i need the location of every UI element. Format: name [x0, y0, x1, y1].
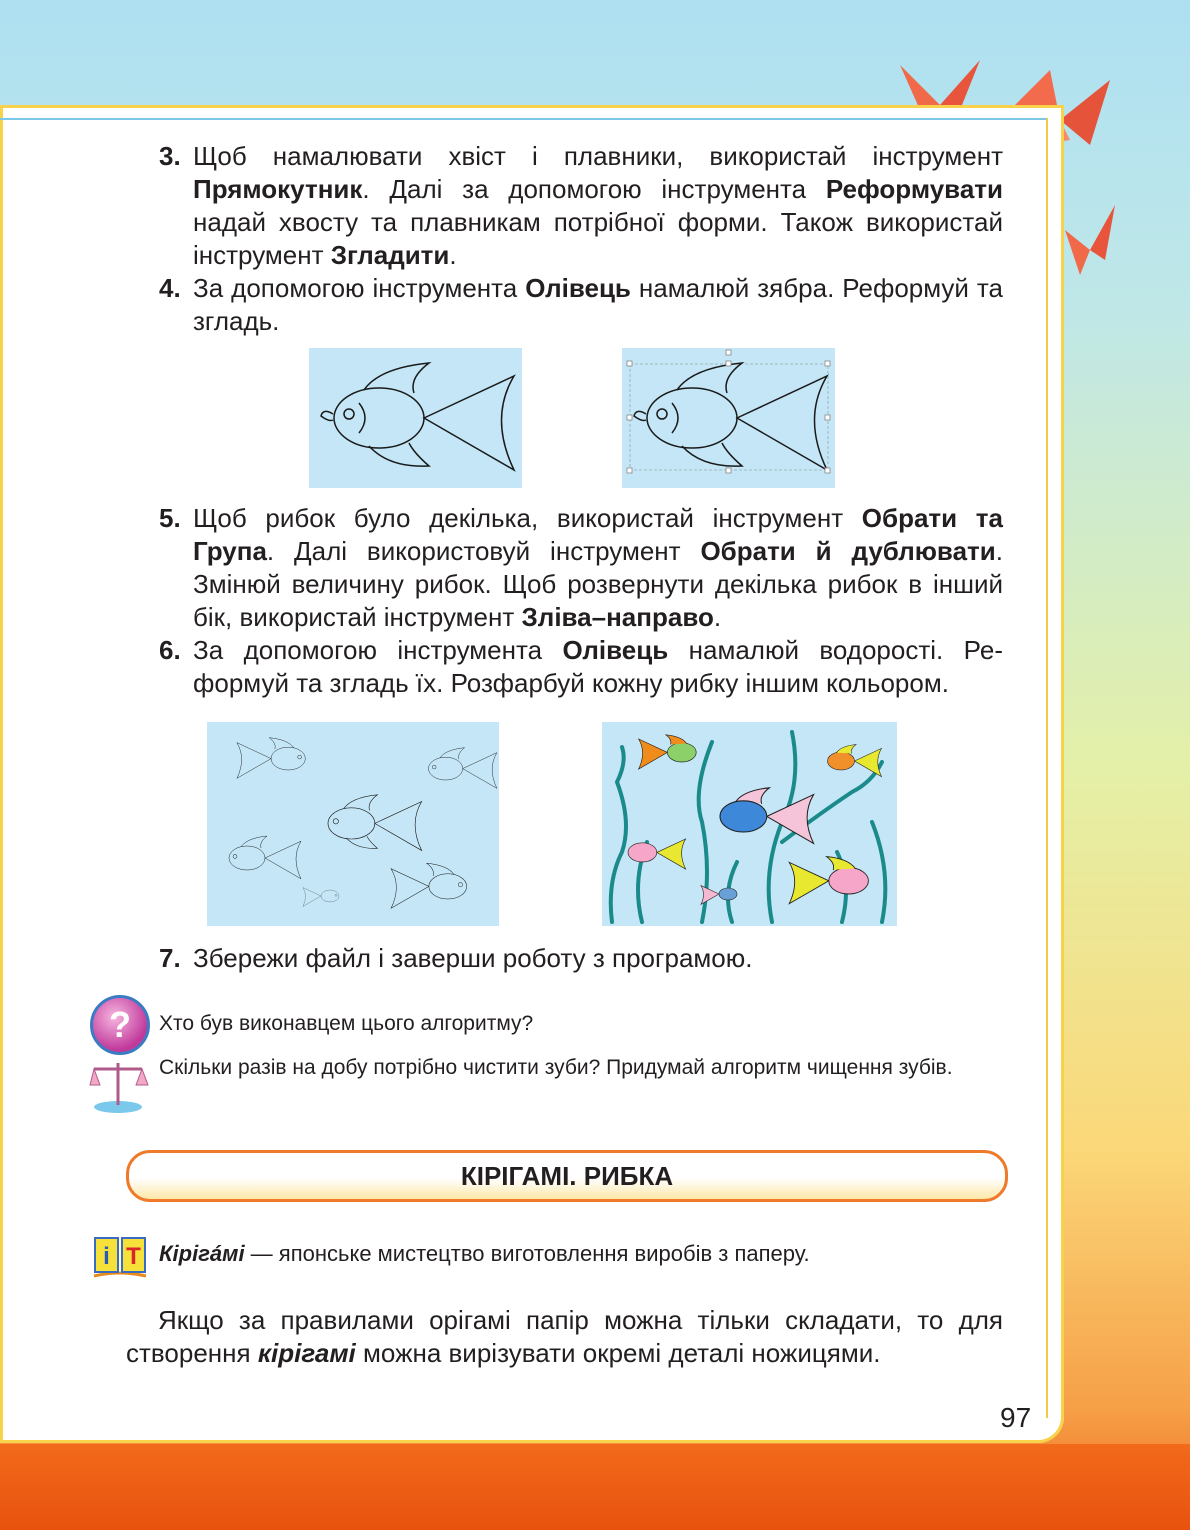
section-title: КІРІГАМІ. РИБКА	[126, 1150, 1008, 1202]
scales-icon	[86, 1055, 150, 1115]
step-7: 7. Збережи файл і заверши роботу з програмою.	[159, 943, 753, 973]
step-number: 7.	[159, 943, 181, 973]
svg-text:T: T	[126, 1243, 141, 1270]
step-number: 4.	[159, 273, 181, 303]
svg-text:i: i	[103, 1243, 110, 1270]
question-1: Хто був виконавцем цього алгоритму?	[159, 1012, 534, 1035]
question-icon: ?	[90, 995, 150, 1055]
step-number: 5.	[159, 503, 181, 533]
page-rail-vertical	[1046, 118, 1048, 1418]
definition: Кірігáмі — японське мистецтво виготовлення виробів з паперу.	[159, 1241, 810, 1266]
step-number: 3.	[159, 141, 181, 171]
step-4: 4. За допомогою інструмента Олівець намалюй зябра. Реформуй та згладь.	[159, 273, 1004, 336]
info-book-icon	[92, 1236, 148, 1280]
question-2: Скільки разів на добу потрібно чистити зуби? Придумай алгоритм чищення зубів.	[159, 1056, 953, 1079]
fish-drawing	[309, 348, 522, 488]
many-fish-drawing	[207, 722, 499, 926]
step-number: 6.	[159, 635, 181, 665]
bottom-band	[0, 1444, 1190, 1530]
step-3: 3. Щоб намалювати хвіст і плавники, використай інструмент Прямокутник. Далі за допомогою інструмента Реформувати надай хвосту та плавникам потрібної форми. Також використай інструмент Згладити.	[159, 141, 1003, 270]
step-5: 5. Щоб рибок було декілька, використай інструмент Обрати та Група. Далі використовуй інструмент Обрати й дублювати. Змінюй величину рибок. Щоб розвернути декілька рибок в інший бік, використай інструмент Зліва–направо.	[159, 503, 1003, 632]
colored-fish-drawing	[602, 722, 897, 926]
butterfly-icon	[1060, 200, 1120, 280]
step-6: 6. За допомогою інструмента Олівець намалюй водорості. Реформуй та згладь їх. Розфарбуй кожну рибку іншим кольором.	[159, 635, 1004, 698]
page-number: 97	[1000, 1402, 1032, 1433]
kirigami-paragraph: Якщо за правилами орігамі папір можна тільки складати, то для створення кірігамі можна вирізувати окремі деталі ножицями.	[126, 1305, 1003, 1368]
fish-drawing-selected	[622, 348, 835, 488]
page-rail	[0, 118, 1048, 120]
